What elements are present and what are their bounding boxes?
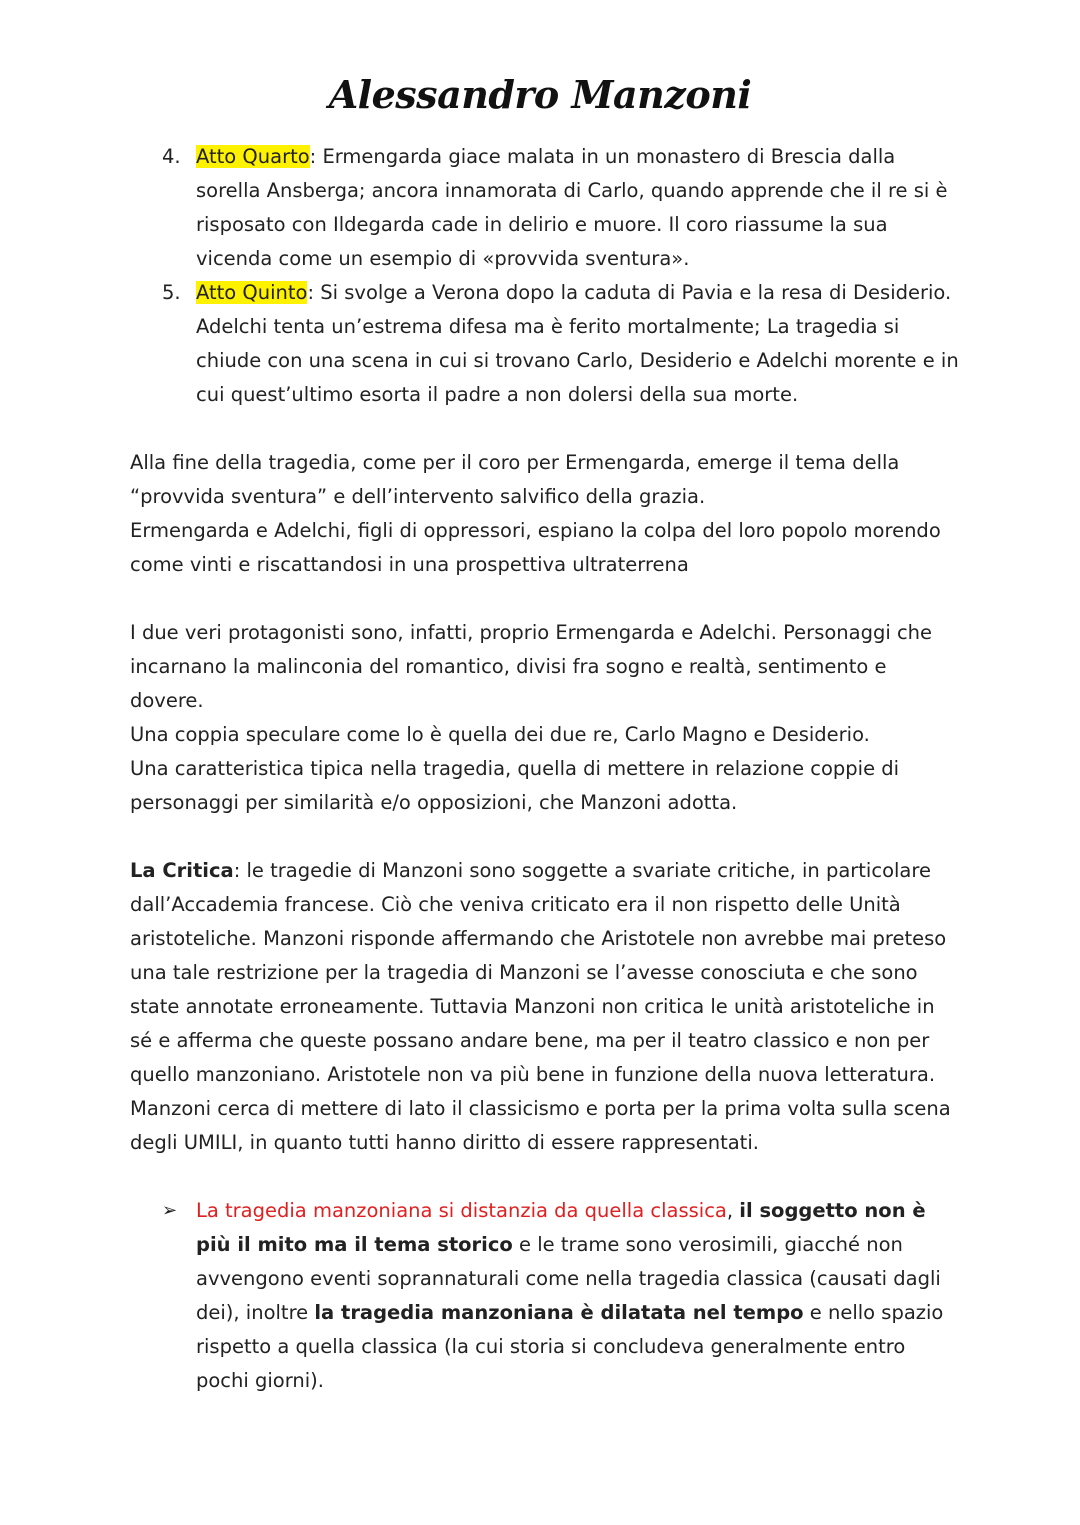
- document-body: [130, 140, 960, 1398]
- paragraph: Ermengarda e Adelchi, figli di oppressori, espiano la colpa del loro popolo morendo come vinti e riscattandosi in una prospettiva ultraterrena: [130, 519, 941, 576]
- critica-text: : le tragedie di Manzoni sono soggette a svariate critiche, in particolare dall’Accademia francese. Ciò che veniva criticato era il non rispetto delle Unità aristoteliche. Manzoni risponde affermando che Aristotele non avrebbe mai preteso una tale restrizione per la tragedia di Manzoni se l’avesse conosciuta e che sono state annotate erroneamente. Tuttavia Manzoni non critica le unità aristoteliche in sé e afferma che queste possano andare bene, ma per il teatro classico e non per quello manzoniano. Aristotele non va più bene in funzione della nuova letteratura.: [130, 859, 947, 1086]
- paragraph: Una caratteristica tipica nella tragedia, quella di mettere in relazione coppie di personaggi per similarità e/o opposizioni, che Manzoni adotta.: [130, 757, 900, 814]
- arrow-bullet-icon: ➢: [162, 1200, 178, 1221]
- critica-label: La Critica: [130, 859, 234, 882]
- act-text: : Si svolge a Verona dopo la caduta di Pavia e la resa di Desiderio. Adelchi tenta un’estrema difesa ma è ferito mortalmente; La tragedia si chiude con una scena in cui si trovano Carlo, Desiderio e Adelchi morente e in cui quest’ultimo esorta il padre a non dolersi della sua morte.: [196, 281, 959, 406]
- red-emphasis: La tragedia manzoniana si distanzia da quella classica: [196, 1199, 727, 1222]
- page-title: Alessandro Manzoni: [328, 72, 752, 117]
- bullet-text: e le trame sono verosimili, giacché non avvengono eventi soprannaturali come nella tragedia classica (causati dagli dei), inoltre: [196, 1233, 941, 1324]
- act-label-highlight: Atto Quarto: [196, 145, 310, 168]
- critica-paragraph: [130, 854, 960, 1092]
- paragraph: Una coppia speculare come lo è quella dei due re, Carlo Magno e Desiderio.: [130, 723, 870, 746]
- paragraph: I due veri protagonisti sono, infatti, proprio Ermengarda e Adelchi. Personaggi che incarnano la malinconia del romantico, divisi fra sogno e realtà, sentimento e dovere.: [130, 621, 933, 712]
- bullet-item: [130, 1194, 960, 1398]
- bullet-text: ,: [726, 1199, 740, 1222]
- acts-list: [130, 140, 960, 412]
- paragraph: Manzoni cerca di mettere di lato il classicismo e porta per la prima volta sulla scena degli UMILI, in quanto tutti hanno diritto di essere rappresentati.: [130, 1097, 951, 1154]
- paragraph: Alla fine della tragedia, come per il coro per Ermengarda, emerge il tema della “provvida sventura” e dell’intervento salvifico della grazia.: [130, 451, 900, 508]
- bold-emphasis: il soggetto non è più il mito ma il tema storico: [196, 1199, 926, 1256]
- list-item: [130, 276, 960, 412]
- bold-emphasis: la tragedia manzoniana è dilatata nel tempo: [314, 1301, 804, 1324]
- list-item: [130, 140, 960, 276]
- act-text: : Ermengarda giace malata in un monastero di Brescia dalla sorella Ansberga; ancora innamorata di Carlo, quando apprende che il re si è risposato con Ildegarda cade in delirio e muore. Il coro riassume la sua vicenda come un esempio di «provvida sventura».: [196, 145, 948, 270]
- bullet-text: e nello spazio rispetto a quella classica (la cui storia si concludeva generalmente entro pochi giorni).: [196, 1301, 944, 1392]
- list-number: 4.: [162, 145, 181, 168]
- list-number: 5.: [162, 281, 181, 304]
- act-label-highlight: Atto Quinto: [196, 281, 308, 304]
